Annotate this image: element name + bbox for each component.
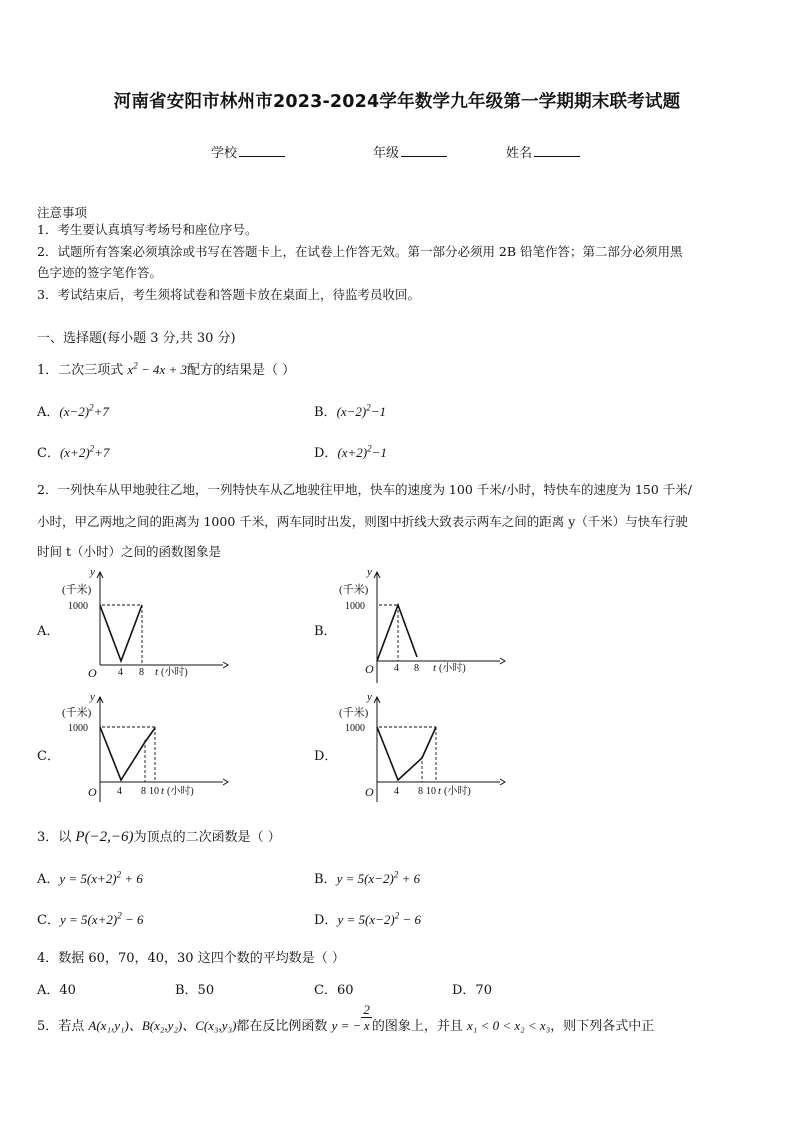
x-axis-label: t [433, 662, 437, 674]
name-field[interactable] [506, 142, 580, 161]
school-field[interactable] [211, 142, 285, 161]
tick-8: 8 [418, 786, 423, 797]
y-unit-label: (千米) [62, 584, 92, 596]
y-unit-label: (千米) [62, 707, 92, 719]
q1-option-d[interactable] [314, 442, 387, 461]
question-2-line-2: 小时，甲乙两地之间的距离为 1000 千米，两车同时出发，则图中折线大致表示两车之间的距离 y（千米）与快车行驶 [37, 514, 688, 529]
note-2: 2．试题所有答案必须填涂或书写在答题卡上，在试卷上作答无效。第一部分必须用 2B 铅笔作答；第二部分必须用黑 [37, 244, 683, 259]
option-exp: 2 [394, 910, 400, 921]
q5-prefix: 5．若点 [37, 1019, 89, 1034]
q3-prefix: 3．以 [37, 830, 76, 845]
option-exp: 2 [366, 402, 371, 413]
q1-option-a[interactable] [37, 401, 109, 420]
note-2-cont: 色字迹的签字笔作答。 [37, 265, 163, 280]
graph-d[interactable] [337, 690, 512, 812]
graph-c[interactable] [60, 690, 235, 812]
q3-point: P(−2,−6) [75, 829, 134, 845]
option-tail: + 6 [398, 871, 421, 886]
note-3: 3．考试结束后，考生须将试卷和答题卡放在桌面上，待监考员收回。 [37, 287, 420, 302]
graph-a[interactable] [60, 565, 235, 687]
option-label: C． [37, 446, 60, 461]
page-title: 河南省安阳市林州市2023-2024学年数学九年级第一学期期末联考试题 [113, 92, 681, 112]
q2-option-b-label[interactable]: B． [314, 624, 337, 639]
q1-suffix: 配方的结果是（ ） [187, 363, 296, 378]
y-axis-label: y [367, 691, 372, 703]
tick-4: 4 [394, 663, 399, 674]
x-axis-label: t [155, 666, 159, 678]
option-label: D． [314, 913, 338, 928]
notes-heading: 注意事项 [37, 205, 88, 220]
option-tail: +7 [94, 445, 110, 460]
option-tail: + 6 [121, 871, 143, 886]
y-axis-label: y [90, 566, 95, 578]
q5-mid: 都在反比例函数 [236, 1019, 332, 1034]
option-tail: − 6 [399, 912, 421, 927]
question-4: 4．数据 60，70，40，30 这四个数的平均数是（ ） [37, 951, 345, 966]
q5-suffix: ，则下列各式中正 [550, 1019, 655, 1034]
question-2-line-3: 时间 t（小时）之间的函数图象是 [37, 544, 221, 559]
q3-suffix: 为顶点的二次函数是（ ） [133, 830, 281, 845]
option-exp: 2 [116, 869, 122, 880]
option-label: C． [37, 913, 60, 928]
option-expr: (x+2) [337, 445, 368, 460]
option-expr: y = 5(x+2) [59, 871, 117, 886]
q3-option-d[interactable] [314, 909, 421, 928]
school-label: 学校 [211, 146, 238, 161]
option-exp: 2 [89, 402, 94, 413]
q4-option-d[interactable]: D．70 [452, 983, 492, 998]
option-label: B． [314, 872, 337, 887]
option-expr: y = 5(x−2) [337, 912, 395, 927]
option-label: A． [37, 405, 60, 420]
option-label: A． [37, 872, 60, 887]
y-unit-label: (千米) [339, 584, 369, 596]
y-axis-label: y [367, 566, 372, 578]
x-unit-label: (小时) [439, 663, 466, 674]
origin-label: O [365, 662, 374, 676]
origin-label: O [365, 785, 374, 799]
option-expr: y = 5(x+2) [59, 912, 118, 927]
option-tail: +7 [93, 404, 109, 419]
q4-option-c[interactable]: C．60 [314, 983, 354, 998]
option-tail: −1 [371, 445, 387, 460]
x-unit-label: (小时) [167, 786, 194, 797]
origin-label: O [88, 785, 97, 799]
tick-4: 4 [117, 786, 122, 797]
q4-option-b[interactable]: B．50 [175, 983, 215, 998]
q5-inequality: x₁ < 0 < x₂ < x₃ [467, 1018, 551, 1033]
origin-label: O [88, 666, 97, 680]
option-expr: (x−2) [59, 404, 90, 419]
q4-option-a[interactable]: A．40 [37, 983, 76, 998]
tick-8: 8 [414, 663, 419, 674]
q2-option-d-label[interactable]: D． [314, 749, 338, 764]
option-expr: (x+2) [59, 445, 90, 460]
name-label: 姓名 [506, 146, 533, 161]
q1-option-c[interactable] [37, 442, 109, 461]
option-tail: −1 [370, 404, 387, 419]
option-expr: (x−2) [336, 404, 367, 419]
y-value-label: 1000 [345, 601, 365, 612]
section-heading: 一、选择题(每小题 3 分,共 30 分) [37, 331, 236, 346]
q5-numerator: 2 [363, 1002, 370, 1017]
name-blank[interactable] [534, 144, 580, 157]
option-exp: 2 [89, 443, 95, 454]
y-axis-label: y [90, 691, 95, 703]
question-3 [37, 826, 281, 846]
tick-4: 4 [394, 786, 399, 797]
y-value-label: 1000 [345, 723, 365, 734]
grade-field[interactable] [373, 142, 447, 161]
question-2-line-1: 2．一列快车从甲地驶往乙地，一列特快车从乙地驶往甲地，快车的速度为 100 千米/小时，特快车的速度为 150 千米/ [37, 482, 692, 497]
grade-blank[interactable] [401, 144, 447, 157]
q1-option-b[interactable] [314, 401, 386, 420]
y-unit-label: (千米) [339, 707, 369, 719]
option-exp: 2 [117, 910, 122, 921]
x-axis-label: t [438, 785, 442, 797]
x-axis-label: t [161, 785, 165, 797]
grade-label: 年级 [373, 146, 400, 161]
option-label: B． [314, 405, 337, 420]
tick-10: 10 [426, 786, 436, 797]
x-unit-label: (小时) [444, 786, 471, 797]
school-blank[interactable] [239, 144, 285, 157]
option-tail: − 6 [121, 912, 144, 927]
y-value-label: 1000 [68, 601, 88, 612]
question-5 [37, 1002, 654, 1042]
q5-mid2: 的图象上，并且 [371, 1019, 468, 1034]
q2-option-a-label[interactable]: A． [37, 624, 60, 639]
tick-4: 4 [118, 667, 123, 678]
q3-option-c[interactable] [37, 909, 143, 928]
q2-option-c-label[interactable]: C． [37, 749, 60, 764]
q3-option-b[interactable] [314, 868, 420, 887]
q5-denominator: x [363, 1018, 370, 1033]
tick-8: 8 [139, 667, 144, 678]
tick-10: 10 [149, 786, 159, 797]
tick-8: 8 [141, 786, 146, 797]
q1-expr-rest: − 4x + 3 [137, 362, 188, 377]
question-1: 1．二次三项式 $x^2 - 4x + 3$配方的结果是（ ） [37, 360, 296, 378]
option-expr: y = 5(x−2) [336, 871, 394, 886]
q1-prefix: 1．二次三项式 [37, 363, 128, 378]
q1-expr-x: x [127, 362, 134, 377]
y-value-label: 1000 [68, 723, 88, 734]
q5-func-lhs: y = − [331, 1018, 362, 1033]
q3-option-a[interactable] [37, 868, 143, 887]
q5-fraction [361, 1002, 372, 1033]
graph-b[interactable] [337, 565, 512, 687]
note-1: 1．考生要认真填写考场号和座位序号。 [37, 222, 258, 237]
q5-points: A(x₁,y₁)、B(x₂,y₂)、C(x₃,y₃) [88, 1018, 237, 1033]
option-exp: 2 [393, 869, 399, 880]
option-label: D． [314, 446, 338, 461]
x-unit-label: (小时) [161, 667, 188, 678]
option-exp: 2 [367, 443, 372, 454]
